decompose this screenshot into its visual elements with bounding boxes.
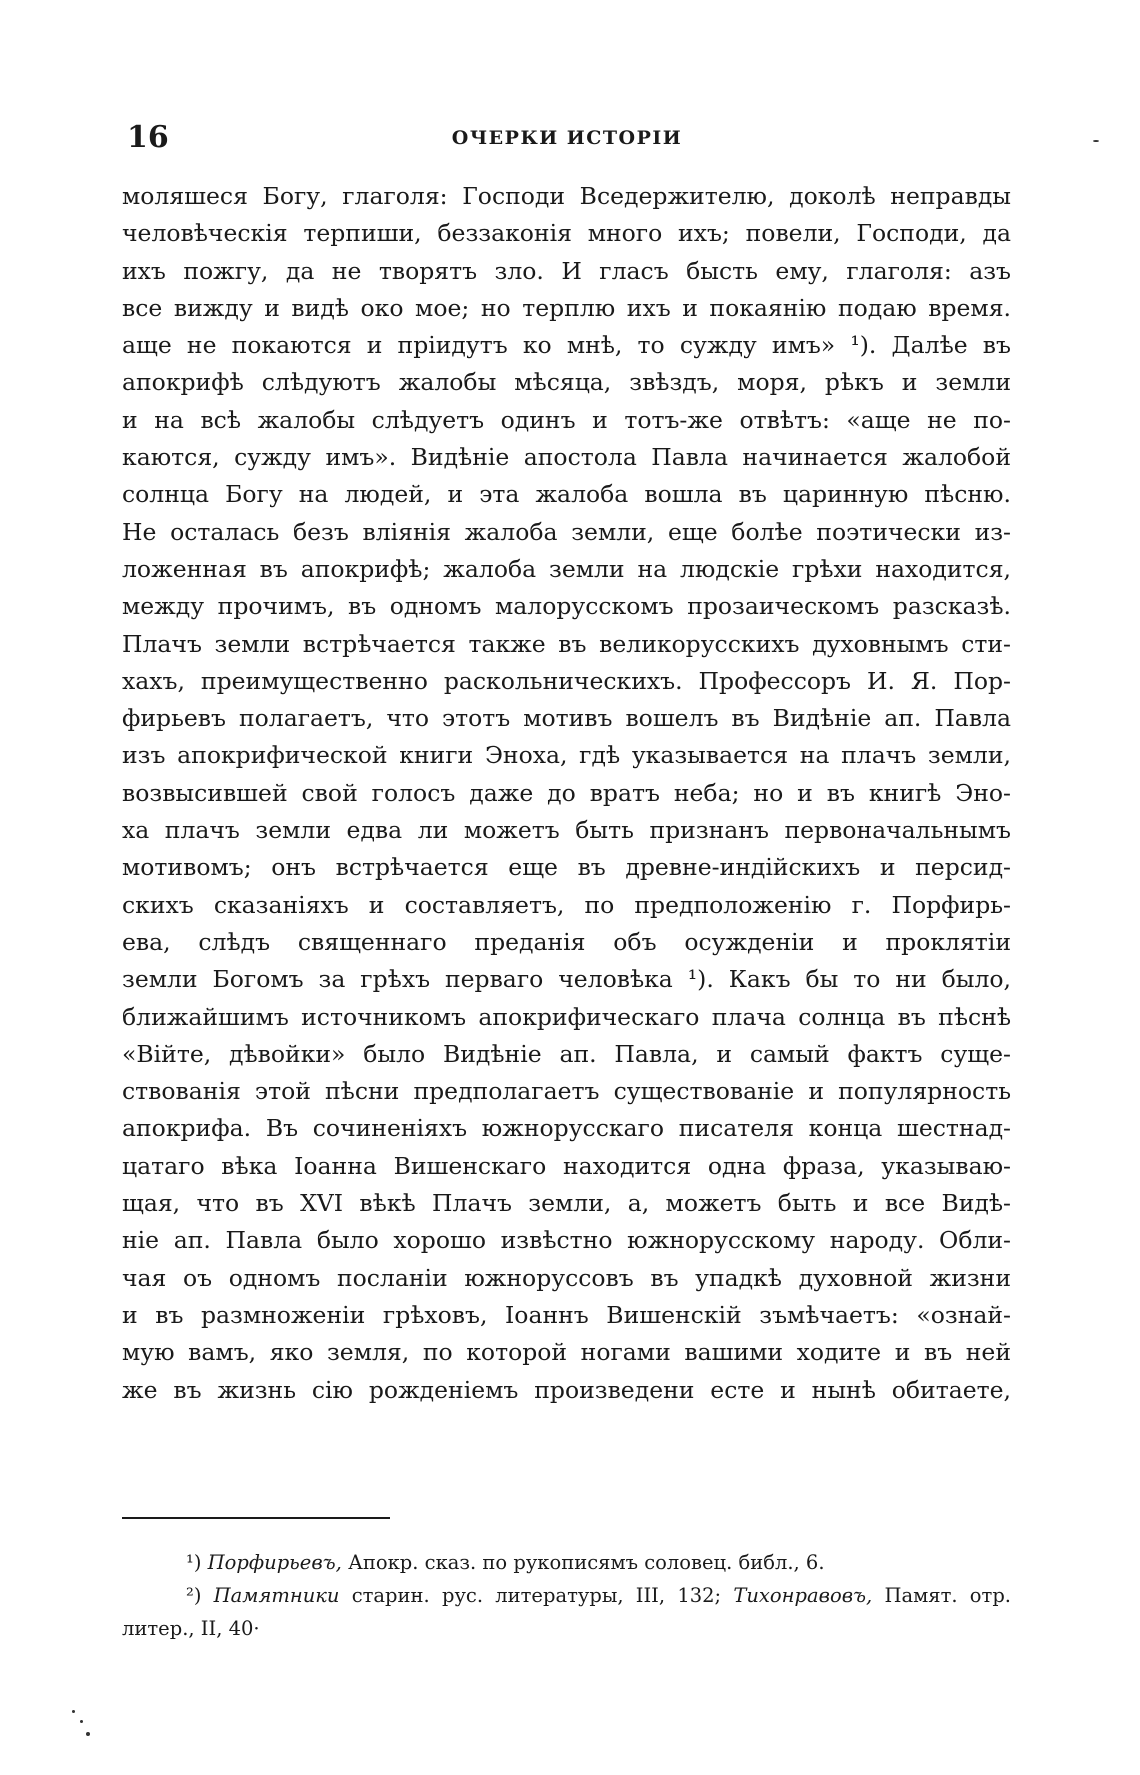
- body-line: аще не покаются и пріидутъ ко мнѣ, то сужду имъ» ¹). Далѣе въ: [122, 331, 1011, 360]
- scan-speck: [80, 1720, 83, 1723]
- footnote-marker: ²): [186, 1584, 202, 1607]
- body-line: мую вамъ, яко земля, по которой ногами вашими ходите и въ ней: [122, 1338, 1011, 1367]
- body-line: человѣческія терпиши, беззаконія много ихъ; повели, Господи, да: [122, 219, 1011, 248]
- body-line: чая оъ одномъ посланіи южноруссовъ въ упадкѣ духовной жизни: [122, 1263, 1011, 1292]
- footnote-marker: ¹): [186, 1551, 202, 1574]
- page-number: 16: [127, 120, 169, 155]
- footnote-1: [122, 1546, 1011, 1579]
- scan-speck: [86, 1732, 90, 1736]
- body-line: фирьевъ полагаетъ, что этотъ мотивъ вошелъ въ Видѣніе ап. Павла: [122, 704, 1011, 733]
- body-line: Не осталась безъ вліянія жалоба земли, еще болѣе поэтически из-: [122, 517, 1011, 546]
- body-line: ихъ пожгу, да не творятъ зло. И гласъ бысть ему, глаголя: азъ: [122, 256, 1011, 285]
- footnote-2: [122, 1579, 1011, 1612]
- body-line: «Війте, дѣвойки» было Видѣніе ап. Павла, и самый фактъ суще-: [122, 1039, 1011, 1068]
- footnote-work: Памятники: [213, 1584, 340, 1607]
- body-line: и на всѣ жалобы слѣдуетъ одинъ и тотъ-же отвѣтъ: «аще не по-: [122, 405, 1011, 434]
- body-line: земли Богомъ за грѣхъ перваго человѣка ¹). Какъ бы то ни было,: [122, 965, 1011, 994]
- running-title: ОЧЕРКИ ИСТОРІИ: [451, 127, 683, 149]
- body-line: изъ апокрифической книги Эноха, гдѣ указывается на плачъ земли,: [122, 741, 1011, 770]
- body-line: ха плачъ земли едва ли можетъ быть признанъ первоначальнымъ: [122, 816, 1011, 845]
- footnotes: [122, 1546, 1011, 1645]
- body-line: ніе ап. Павла было хорошо извѣстно южнорусскому народу. Обли-: [122, 1226, 1011, 1255]
- body-line: мотивомъ; онъ встрѣчается еще въ древне-индійскихъ и персид-: [122, 853, 1011, 882]
- body-line: ближайшимъ источникомъ апокрифическаго плача солнца въ пѣснѣ: [122, 1002, 1011, 1031]
- footnote-text: Памят. отр.: [884, 1584, 1011, 1607]
- body-line: все вижду и видѣ око мое; но терплю ихъ и покаянію подаю время.: [122, 293, 1011, 322]
- body-line: ева, слѣдъ священнаго преданія объ осужденіи и проклятіи: [122, 927, 1011, 956]
- body-line: хахъ, преимущественно раскольническихъ. Профессоръ И. Я. Пор-: [122, 666, 1011, 695]
- body-line: щая, что въ XVI вѣкѣ Плачъ земли, а, можетъ быть и все Видѣ-: [122, 1189, 1011, 1218]
- body-line: моляшеся Богу, глаголя: Господи Вседержителю, доколѣ неправды: [122, 182, 1011, 210]
- scan-speck: [1093, 140, 1099, 142]
- footnote-author: Тихонравовъ,: [733, 1584, 873, 1607]
- body-text: [122, 178, 1011, 1409]
- scan-speck: [72, 1710, 75, 1713]
- body-line: апокрифа. Въ сочиненіяхъ южнорусскаго писателя конца шестнад-: [122, 1114, 1011, 1143]
- body-line: же въ жизнь сію рожденіемъ произведени есте и нынѣ обитаете,: [122, 1375, 1011, 1404]
- footnote-rule: [122, 1517, 390, 1519]
- running-head: [127, 118, 1007, 158]
- body-line: ствованія этой пѣсни предполагаетъ существованіе и популярность: [122, 1077, 1011, 1106]
- body-line: возвысившей свой голосъ даже до вратъ неба; но и въ книгѣ Эно-: [122, 778, 1011, 807]
- body-line: скихъ сказаніяхъ и составляетъ, по предположенію г. Порфирь-: [122, 890, 1011, 919]
- footnote-text: Апокр. сказ. по рукописямъ соловец. библ., 6.: [348, 1551, 825, 1574]
- footnote-text: старин. рус. литературы, III, 132;: [351, 1584, 722, 1607]
- body-line: цатаго вѣка Іоанна Вишенскаго находится одна фраза, указываю-: [122, 1151, 1011, 1180]
- body-line: солнца Богу на людей, и эта жалоба вошла въ царинную пѣсню.: [122, 480, 1011, 509]
- body-line: между прочимъ, въ одномъ малорусскомъ прозаическомъ разсказѣ.: [122, 592, 1011, 621]
- body-line: каются, сужду имъ». Видѣніе апостола Павла начинается жалобой: [122, 443, 1011, 472]
- footnote-author: Порфирьевъ,: [207, 1551, 342, 1574]
- body-line: и въ размноженіи грѣховъ, Іоаннъ Вишенскій зъмѣчаетъ: «ознай-: [122, 1300, 1011, 1329]
- body-line: ложенная въ апокрифѣ; жалоба земли на людскіе грѣхи находится,: [122, 554, 1011, 583]
- body-line: Плачъ земли встрѣчается также въ великорусскихъ духовнымъ сти-: [122, 629, 1011, 658]
- footnote-2-continuation: литер., II, 40·: [122, 1617, 260, 1640]
- body-line: апокрифѣ слѣдуютъ жалобы мѣсяца, звѣздъ, моря, рѣкъ и земли: [122, 368, 1011, 397]
